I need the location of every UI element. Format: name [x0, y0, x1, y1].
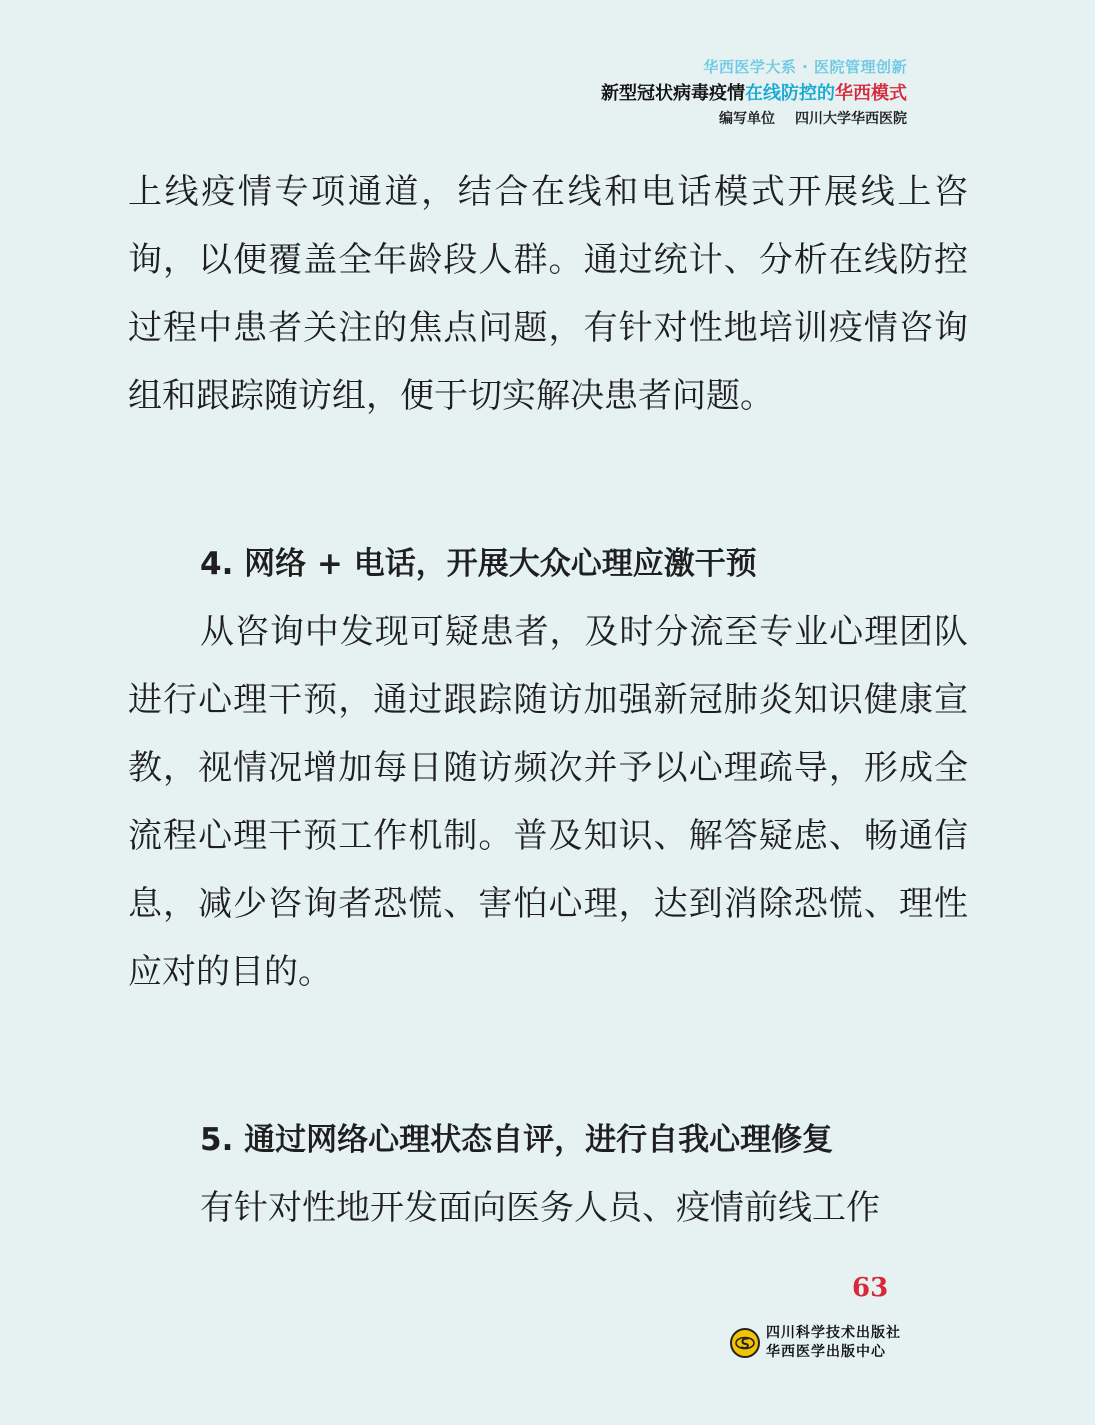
- publisher-block: [730, 1324, 901, 1362]
- series-title: 华西医学大系 · 医院管理创新: [703, 58, 907, 76]
- section-heading-4: 4. 网络 + 电话，开展大众心理应激干预: [200, 546, 757, 582]
- author-name: 四川大学华西医院: [795, 111, 907, 127]
- page-body: [128, 158, 968, 1242]
- publisher-center: 华西医学出版中心: [766, 1344, 886, 1360]
- paragraph-3: 有针对性地开发面向医务人员、疫情前线工作: [200, 1188, 880, 1228]
- paragraph-1: 上线疫情专项通道，结合在线和电话模式开展线上咨询，以便覆盖全年龄段人群。通过统计、分析在线防控过程中患者关注的焦点问题，有针对性地培训疫情咨询组和跟踪随访组，便于切实解决患者问题。: [128, 172, 968, 416]
- paragraph-2: 从咨询中发现可疑患者，及时分流至专业心理团队进行心理干预，通过跟踪随访加强新冠肺炎知识健康宣教，视情况增加每日随访频次并予以心理疏导，形成全流程心理干预工作机制。普及知识、解答疑虑、畅通信息，减少咨询者恐慌、害怕心理，达到消除恐慌、理性应对的目的。: [128, 612, 968, 992]
- book-title: [601, 85, 907, 103]
- publisher-name: 四川科学技术出版社: [766, 1325, 901, 1341]
- author-line: [601, 112, 907, 126]
- book-title-part2: 在线防控的: [745, 83, 835, 104]
- section-heading-5: 5. 通过网络心理状态自评，进行自我心理修复: [200, 1122, 834, 1158]
- page-number: 63: [852, 1273, 889, 1303]
- book-title-part1: 新型冠状病毒疫情: [601, 83, 745, 104]
- running-header: [601, 60, 907, 126]
- author-label: 编写单位: [719, 111, 775, 127]
- publisher-logo-icon: [730, 1328, 760, 1358]
- book-title-part3: 华西模式: [835, 83, 907, 104]
